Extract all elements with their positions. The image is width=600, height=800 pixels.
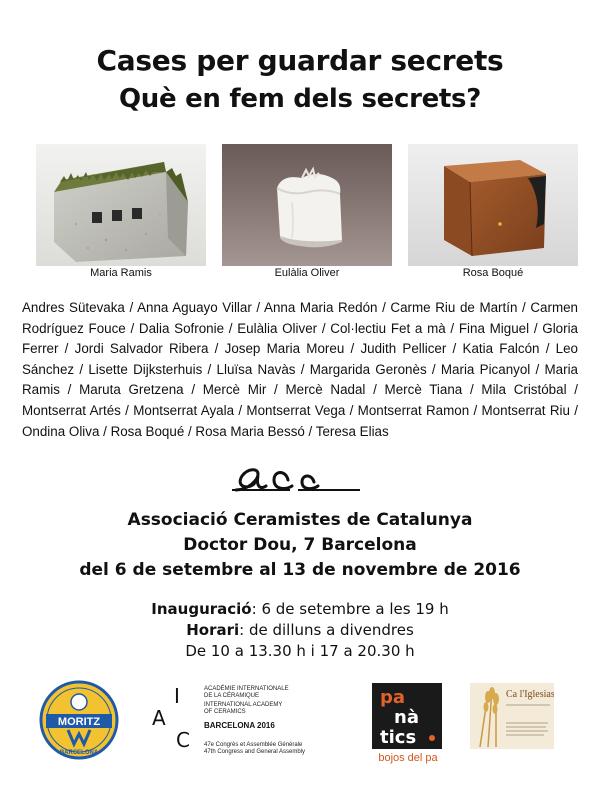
caption-rosa-boque: Rosa Boqué	[462, 267, 524, 279]
venue-address: Doctor Dou, 7 Barcelona	[183, 535, 417, 555]
aic-letter-i: I	[174, 684, 180, 708]
moritz-wordmark: MORITZ	[57, 716, 101, 728]
aic-city: BARCELONA 2016	[204, 721, 275, 730]
aic-line-4: OF CERAMICS	[204, 709, 246, 715]
opening-info	[0, 600, 600, 618]
aic-letter-c: C	[176, 728, 190, 752]
hours-info	[0, 621, 600, 639]
caption-eulalia-oliver: Eulàlia Oliver	[274, 267, 340, 279]
poster-subtitle: Què en fem dels secrets?	[118, 84, 482, 114]
aic-line-1: ACADÉMIE INTERNATIONALE	[204, 686, 289, 692]
ca-iglesias-name: Ca l'Iglesias	[506, 689, 554, 700]
aic-line-2: DE LA CÉRAMIQUE	[204, 693, 260, 699]
photo-rosa-boque	[408, 144, 578, 266]
aic-logo	[142, 684, 347, 764]
poster-title: Cases per guardar secrets	[96, 44, 504, 77]
panatics-line-3: tics	[380, 727, 417, 748]
opening-value: : 6 de setembre a les 19 h	[251, 600, 449, 618]
hours-times: De 10 a 13.30 h i 17 a 20.30 h	[185, 642, 415, 660]
hours-value: : de dilluns a divendres	[239, 621, 414, 639]
ca-iglesias-logo	[470, 683, 554, 749]
aic-congress-en: 47th Congress and General Assembly	[204, 749, 306, 755]
hours-label: Horari	[186, 621, 240, 639]
aic-line-3: INTERNATIONAL ACADEMY	[204, 702, 283, 708]
panatics-logo	[372, 683, 442, 749]
panatics-line-2: nà	[394, 707, 419, 728]
aic-congress-fr: 47e Congrès et Assemblée Générale	[204, 742, 303, 748]
photo-eulalia-oliver	[222, 144, 392, 266]
panatics-line-1: pa	[380, 687, 406, 708]
opening-label: Inauguració	[151, 600, 252, 618]
acc-logo	[228, 456, 368, 500]
panatics-tagline: bojos del pa	[378, 752, 438, 764]
photo-maria-ramis	[36, 144, 206, 266]
artists-list: Andres Sütevaka / Anna Aguayo Villar / Anna Maria Redón / Carme Riu de Martín / Carmen Rodríguez Fouce / Dalia Sofronie / Eulàlia Oliver / Col·lectiu Fet a mà / Fina Miguel / Gloria Ferrer / Jordi Salvador Ribera / Josep Maria Moreu / Judith Pellicer / Katia Falcón / Leo Sánchez / Lisette Dijksterhuis / Lluïsa Navàs / Margarida Geronès / Maria Picanyol / Maria Ramis / Maruta Gretzena / Mercè Mir / Mercè Nadal / Mercè Tiana / Mila Cristóbal / Montserrat Artés / Montserrat Ayala / Montserrat Vega / Montserrat Ramon / Montserrat Riu / Ondina Oliva / Rosa Boqué / Rosa Maria Bessó / Teresa Elias	[22, 300, 578, 439]
moritz-logo	[38, 680, 120, 760]
caption-maria-ramis: Maria Ramis	[90, 267, 152, 279]
venue-name: Associació Ceramistes de Catalunya	[127, 510, 473, 530]
moritz-city: BARCELONA	[59, 750, 99, 756]
aic-letter-a: A	[152, 706, 166, 730]
exhibition-dates: del 6 de setembre al 13 de novembre de 2016	[79, 560, 521, 580]
